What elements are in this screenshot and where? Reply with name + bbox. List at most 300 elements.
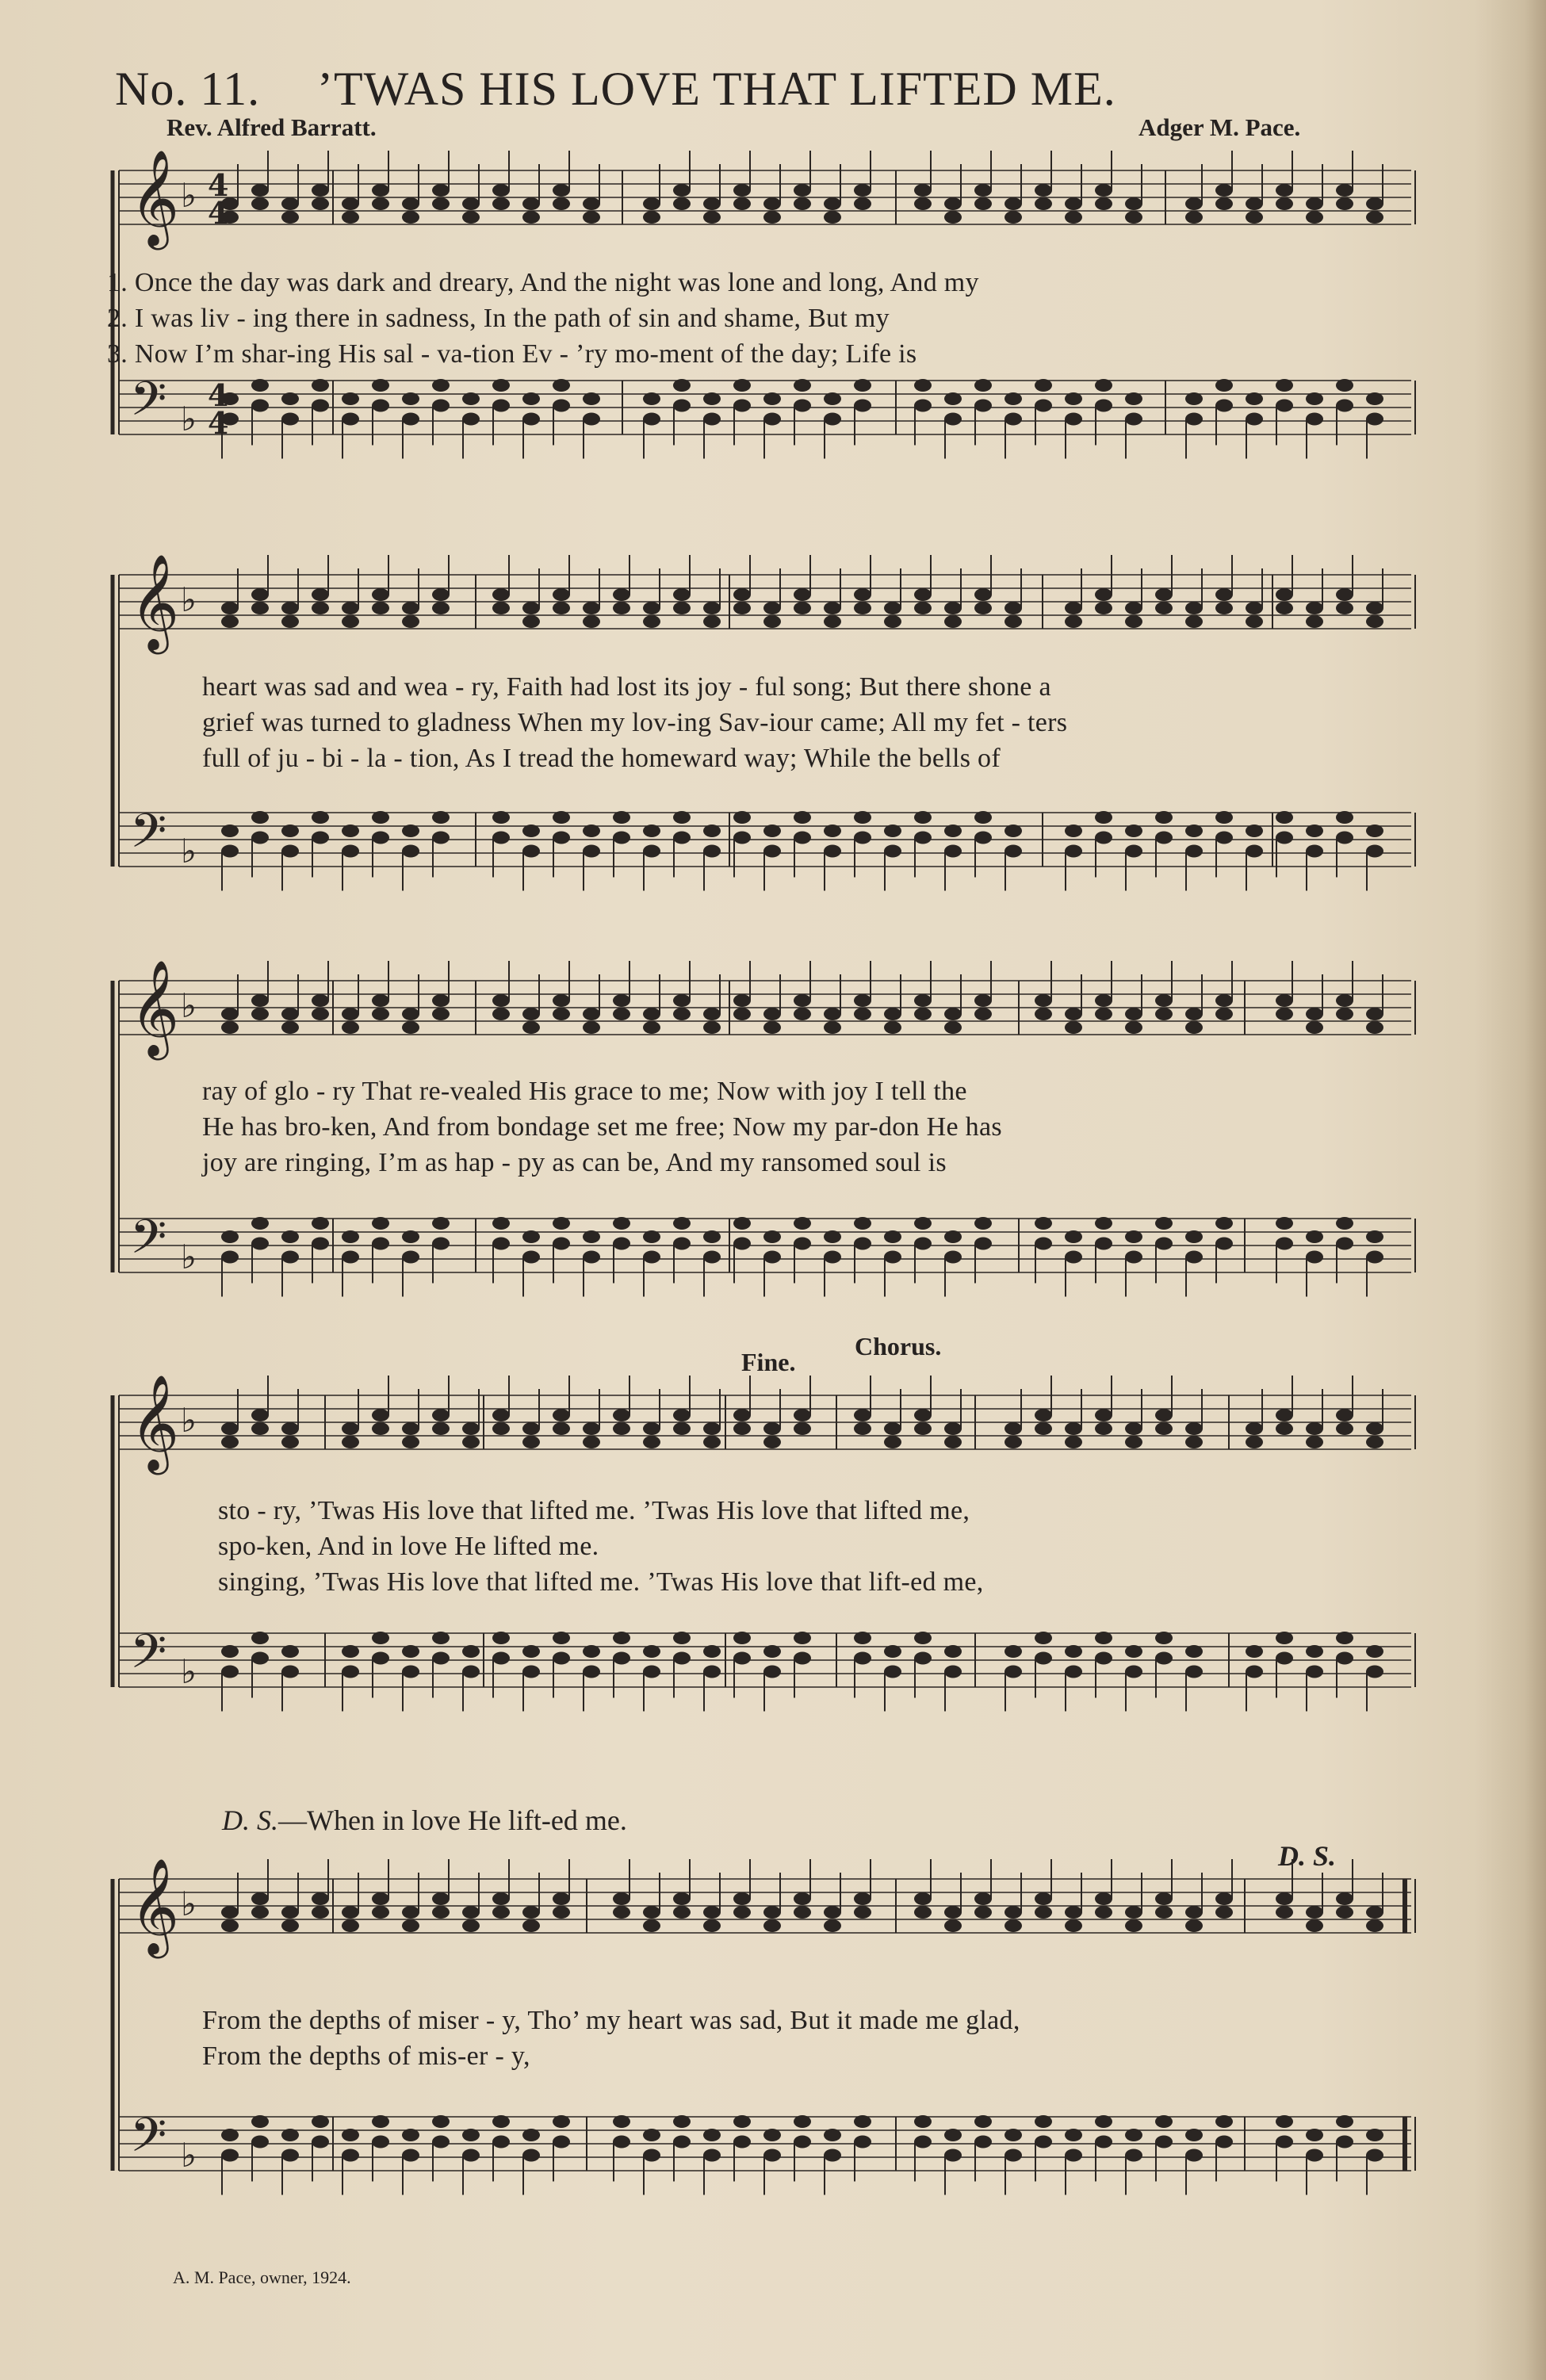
- note-head: [492, 1422, 510, 1435]
- note-head: [914, 1217, 932, 1230]
- lyric-line: heart was sad and wea - ry, Faith had lost its joy - ful song; But there shone a: [202, 672, 1051, 702]
- note-head: [733, 197, 751, 210]
- note-head: [1306, 392, 1323, 405]
- note-head: [342, 1230, 359, 1243]
- note-head: [492, 1652, 510, 1665]
- note-head: [462, 1919, 480, 1932]
- note-head: [673, 832, 691, 844]
- note-head: [1306, 1919, 1323, 1932]
- note-head: [1065, 1919, 1082, 1932]
- note-head: [281, 602, 299, 614]
- note-head: [944, 2129, 962, 2141]
- note-head: [703, 845, 721, 858]
- note-head: [1005, 2129, 1022, 2141]
- note-head: [1095, 1008, 1112, 1020]
- note-head: [763, 602, 781, 614]
- note-head: [342, 1008, 359, 1020]
- note-head: [1215, 588, 1233, 601]
- lyric-line: ray of glo - ry That re-vealed His grace to me; Now with joy I tell the: [202, 1077, 967, 1106]
- note-head: [673, 2115, 691, 2128]
- note-head: [733, 588, 751, 601]
- note-head: [914, 602, 932, 614]
- note-head: [221, 1645, 239, 1658]
- note-head: [1125, 1645, 1142, 1658]
- note-head: [944, 1021, 962, 1034]
- note-head: [613, 2115, 630, 2128]
- note-head: [733, 2115, 751, 2128]
- note-head: [974, 400, 992, 412]
- note-head: [643, 1645, 660, 1658]
- note-head: [522, 1906, 540, 1919]
- note-head: [854, 811, 871, 824]
- note-head: [1155, 1217, 1173, 1230]
- note-head: [1276, 400, 1293, 412]
- note-head: [251, 1906, 269, 1919]
- note-head: [794, 588, 811, 601]
- note-head: [553, 379, 570, 392]
- note-head: [342, 2149, 359, 2162]
- note-head: [553, 184, 570, 197]
- note-head: [583, 602, 600, 614]
- note-head: [1336, 1652, 1353, 1665]
- note-head: [432, 2115, 450, 2128]
- note-head: [342, 2129, 359, 2141]
- note-head: [1065, 1230, 1082, 1243]
- note-head: [402, 1008, 419, 1020]
- treble-flat-icon: ♭: [181, 176, 197, 215]
- note-head: [1155, 1906, 1173, 1919]
- note-head: [553, 1632, 570, 1644]
- bass-clef-icon: 𝄢: [130, 1209, 167, 1276]
- note-head: [221, 1436, 239, 1448]
- note-head: [1336, 379, 1353, 392]
- time-signature-bottom: 4: [208, 195, 229, 231]
- note-head: [1155, 1238, 1173, 1250]
- note-head: [733, 1217, 751, 1230]
- note-head: [944, 2149, 962, 2162]
- note-head: [944, 211, 962, 224]
- note-head: [553, 1217, 570, 1230]
- note-head: [1065, 211, 1082, 224]
- note-head: [1215, 400, 1233, 412]
- note-head: [643, 1906, 660, 1919]
- note-head: [854, 602, 871, 614]
- note-head: [854, 2136, 871, 2149]
- note-head: [944, 413, 962, 426]
- note-head: [1155, 602, 1173, 614]
- note-head: [1095, 1652, 1112, 1665]
- treble-clef-icon: 𝄞: [130, 1858, 180, 1954]
- note-head: [703, 602, 721, 614]
- note-head: [342, 1436, 359, 1448]
- note-head: [342, 845, 359, 858]
- note-head: [944, 1906, 962, 1919]
- note-head: [914, 1632, 932, 1644]
- note-head: [372, 2136, 389, 2149]
- note-head: [733, 602, 751, 614]
- note-head: [1065, 1251, 1082, 1264]
- note-head: [1366, 1251, 1383, 1264]
- note-head: [1246, 392, 1263, 405]
- note-head: [1065, 1422, 1082, 1435]
- note-head: [794, 2115, 811, 2128]
- note-head: [492, 1906, 510, 1919]
- note-head: [372, 400, 389, 412]
- note-head: [763, 2149, 781, 2162]
- note-head: [643, 1230, 660, 1243]
- note-head: [1035, 184, 1052, 197]
- note-head: [974, 1892, 992, 1905]
- note-head: [342, 1906, 359, 1919]
- note-head: [1366, 1919, 1383, 1932]
- note-head: [553, 1906, 570, 1919]
- note-head: [1035, 2136, 1052, 2149]
- note-head: [342, 1021, 359, 1034]
- note-head: [794, 2136, 811, 2149]
- note-head: [1336, 1409, 1353, 1421]
- note-head: [944, 1008, 962, 1020]
- note-head: [824, 615, 841, 628]
- note-head: [432, 1892, 450, 1905]
- note-head: [553, 1892, 570, 1905]
- note-head: [1065, 197, 1082, 210]
- note-head: [462, 211, 480, 224]
- note-head: [884, 1422, 901, 1435]
- bass-flat-icon: ♭: [181, 2136, 197, 2175]
- note-head: [1246, 615, 1263, 628]
- note-head: [492, 1892, 510, 1905]
- note-head: [763, 1422, 781, 1435]
- note-head: [703, 413, 721, 426]
- note-head: [583, 845, 600, 858]
- note-head: [553, 1008, 570, 1020]
- lyric-line: singing, ’Twas His love that lifted me. ’Twas His love that lift-ed me,: [218, 1567, 984, 1597]
- note-head: [1065, 413, 1082, 426]
- note-head: [342, 1666, 359, 1678]
- note-head: [673, 197, 691, 210]
- note-head: [1035, 994, 1052, 1007]
- note-head: [1336, 1422, 1353, 1435]
- note-head: [794, 832, 811, 844]
- note-head: [1215, 1906, 1233, 1919]
- note-head: [462, 392, 480, 405]
- note-head: [733, 811, 751, 824]
- note-head: [1366, 602, 1383, 614]
- note-head: [281, 2149, 299, 2162]
- note-head: [1336, 184, 1353, 197]
- note-head: [824, 602, 841, 614]
- note-head: [763, 845, 781, 858]
- note-head: [432, 379, 450, 392]
- note-head: [733, 1652, 751, 1665]
- note-head: [763, 1666, 781, 1678]
- note-head: [613, 1422, 630, 1435]
- note-head: [974, 197, 992, 210]
- note-head: [703, 1666, 721, 1678]
- note-head: [643, 211, 660, 224]
- note-head: [1336, 1008, 1353, 1020]
- note-head: [914, 1409, 932, 1421]
- note-head: [673, 1906, 691, 1919]
- hymn-title-line: [115, 62, 1383, 117]
- note-head: [553, 197, 570, 210]
- note-head: [312, 1892, 329, 1905]
- note-head: [824, 211, 841, 224]
- note-head: [1366, 1008, 1383, 1020]
- note-head: [1155, 994, 1173, 1007]
- note-head: [974, 1238, 992, 1250]
- note-head: [432, 1632, 450, 1644]
- note-head: [1246, 825, 1263, 837]
- lyric-line: sto - ry, ’Twas His love that lifted me. ’Twas His love that lifted me,: [218, 1496, 970, 1525]
- note-head: [1035, 1238, 1052, 1250]
- note-head: [1035, 197, 1052, 210]
- note-head: [1035, 1008, 1052, 1020]
- note-head: [432, 2136, 450, 2149]
- note-head: [462, 413, 480, 426]
- note-head: [281, 1021, 299, 1034]
- note-head: [1366, 845, 1383, 858]
- note-head: [583, 1230, 600, 1243]
- note-head: [914, 1652, 932, 1665]
- note-head: [372, 832, 389, 844]
- note-head: [1095, 2115, 1112, 2128]
- note-head: [372, 1409, 389, 1421]
- note-head: [402, 825, 419, 837]
- note-head: [854, 588, 871, 601]
- note-head: [673, 1217, 691, 1230]
- copyright-notice: A. M. Pace, owner, 1924.: [173, 2267, 351, 2287]
- note-head: [613, 2136, 630, 2149]
- note-head: [1306, 602, 1323, 614]
- note-head: [462, 1436, 480, 1448]
- note-head: [251, 811, 269, 824]
- bass-clef-icon: 𝄢: [130, 1624, 167, 1690]
- note-head: [1336, 602, 1353, 614]
- note-head: [281, 825, 299, 837]
- note-head: [944, 1251, 962, 1264]
- note-head: [281, 615, 299, 628]
- note-head: [342, 413, 359, 426]
- note-head: [673, 602, 691, 614]
- note-head: [1185, 2129, 1203, 2141]
- note-head: [794, 184, 811, 197]
- note-head: [1005, 1919, 1022, 1932]
- note-head: [342, 602, 359, 614]
- note-head: [342, 1422, 359, 1435]
- note-head: [643, 1021, 660, 1034]
- note-head: [974, 811, 992, 824]
- hymn-number: No. 11.: [115, 63, 261, 115]
- note-head: [824, 392, 841, 405]
- note-head: [1306, 825, 1323, 837]
- bass-flat-icon: ♭: [181, 400, 197, 438]
- note-head: [733, 832, 751, 844]
- note-head: [613, 994, 630, 1007]
- note-head: [522, 1008, 540, 1020]
- note-head: [1005, 1645, 1022, 1658]
- note-head: [1306, 1666, 1323, 1678]
- note-head: [1336, 1906, 1353, 1919]
- note-head: [251, 994, 269, 1007]
- note-head: [884, 615, 901, 628]
- note-head: [703, 211, 721, 224]
- bass-flat-icon: ♭: [181, 1652, 197, 1691]
- note-head: [432, 1409, 450, 1421]
- note-head: [492, 811, 510, 824]
- note-head: [402, 413, 419, 426]
- note-head: [251, 1652, 269, 1665]
- note-head: [884, 1645, 901, 1658]
- note-head: [733, 1906, 751, 1919]
- note-head: [251, 1632, 269, 1644]
- note-head: [1125, 1906, 1142, 1919]
- note-head: [613, 1217, 630, 1230]
- note-head: [1336, 832, 1353, 844]
- note-head: [794, 602, 811, 614]
- note-head: [794, 379, 811, 392]
- staff-system-3: [95, 957, 1411, 1330]
- note-head: [583, 1251, 600, 1264]
- note-head: [1336, 588, 1353, 601]
- note-head: [492, 994, 510, 1007]
- note-head: [794, 1238, 811, 1250]
- note-head: [251, 379, 269, 392]
- note-head: [281, 413, 299, 426]
- note-head: [884, 1436, 901, 1448]
- note-head: [372, 2115, 389, 2128]
- note-head: [613, 832, 630, 844]
- note-head: [1065, 1021, 1082, 1034]
- note-head: [1215, 1008, 1233, 1020]
- note-head: [974, 832, 992, 844]
- note-head: [1366, 211, 1383, 224]
- note-head: [1366, 2129, 1383, 2141]
- note-head: [794, 1422, 811, 1435]
- note-head: [402, 2149, 419, 2162]
- note-head: [342, 1919, 359, 1932]
- note-head: [251, 1422, 269, 1435]
- note-head: [733, 400, 751, 412]
- note-head: [1276, 994, 1293, 1007]
- note-head: [613, 602, 630, 614]
- note-head: [1185, 1251, 1203, 1264]
- note-head: [884, 825, 901, 837]
- note-head: [312, 1238, 329, 1250]
- lyric-line: 2. I was liv - ing there in sadness, In the path of sin and shame, But my: [107, 304, 890, 333]
- note-head: [462, 1906, 480, 1919]
- note-head: [1065, 602, 1082, 614]
- note-head: [1276, 197, 1293, 210]
- note-head: [884, 1230, 901, 1243]
- note-head: [1155, 811, 1173, 824]
- note-head: [1215, 184, 1233, 197]
- note-head: [703, 1251, 721, 1264]
- note-head: [1005, 615, 1022, 628]
- note-head: [312, 1906, 329, 1919]
- bass-clef-icon: 𝄢: [130, 2107, 167, 2174]
- note-head: [884, 845, 901, 858]
- note-head: [1276, 588, 1293, 601]
- note-head: [854, 1632, 871, 1644]
- note-head: [1366, 1645, 1383, 1658]
- note-head: [1155, 1409, 1173, 1421]
- note-head: [1366, 1230, 1383, 1243]
- note-head: [372, 811, 389, 824]
- note-head: [703, 1008, 721, 1020]
- note-head: [914, 1008, 932, 1020]
- note-head: [703, 1906, 721, 1919]
- note-head: [1005, 413, 1022, 426]
- note-head: [1005, 845, 1022, 858]
- note-head: [1215, 994, 1233, 1007]
- note-head: [703, 392, 721, 405]
- note-head: [763, 1919, 781, 1932]
- note-head: [281, 1251, 299, 1264]
- note-head: [1125, 1666, 1142, 1678]
- note-head: [1336, 197, 1353, 210]
- note-head: [733, 379, 751, 392]
- note-head: [492, 588, 510, 601]
- note-head: [1336, 2115, 1353, 2128]
- note-head: [1005, 602, 1022, 614]
- note-head: [402, 1230, 419, 1243]
- note-head: [824, 197, 841, 210]
- note-head: [402, 197, 419, 210]
- note-head: [1306, 1021, 1323, 1034]
- note-head: [251, 602, 269, 614]
- note-head: [763, 615, 781, 628]
- note-head: [221, 825, 239, 837]
- note-head: [1095, 1892, 1112, 1905]
- ds-abbrev: D. S.: [222, 1804, 278, 1836]
- note-head: [643, 1251, 660, 1264]
- note-head: [432, 1217, 450, 1230]
- note-head: [1366, 615, 1383, 628]
- note-head: [854, 197, 871, 210]
- note-head: [553, 1652, 570, 1665]
- note-head: [673, 1652, 691, 1665]
- note-head: [1035, 1652, 1052, 1665]
- note-head: [522, 197, 540, 210]
- note-head: [462, 197, 480, 210]
- note-head: [1185, 615, 1203, 628]
- note-head: [1095, 184, 1112, 197]
- note-head: [312, 588, 329, 601]
- note-head: [312, 811, 329, 824]
- note-head: [553, 994, 570, 1007]
- note-head: [1185, 1230, 1203, 1243]
- note-head: [372, 1632, 389, 1644]
- note-head: [522, 1230, 540, 1243]
- note-head: [824, 1906, 841, 1919]
- lyric-line: grief was turned to gladness When my lov-ing Sav-iour came; All my fet - ters: [202, 708, 1068, 737]
- note-head: [492, 1409, 510, 1421]
- note-head: [1215, 602, 1233, 614]
- note-head: [643, 1919, 660, 1932]
- note-head: [402, 615, 419, 628]
- note-head: [1306, 1422, 1323, 1435]
- note-head: [583, 197, 600, 210]
- note-head: [673, 1008, 691, 1020]
- note-head: [643, 615, 660, 628]
- note-head: [854, 994, 871, 1007]
- note-head: [974, 1906, 992, 1919]
- note-head: [312, 1217, 329, 1230]
- note-head: [1215, 1892, 1233, 1905]
- note-head: [1366, 1906, 1383, 1919]
- note-head: [402, 1666, 419, 1678]
